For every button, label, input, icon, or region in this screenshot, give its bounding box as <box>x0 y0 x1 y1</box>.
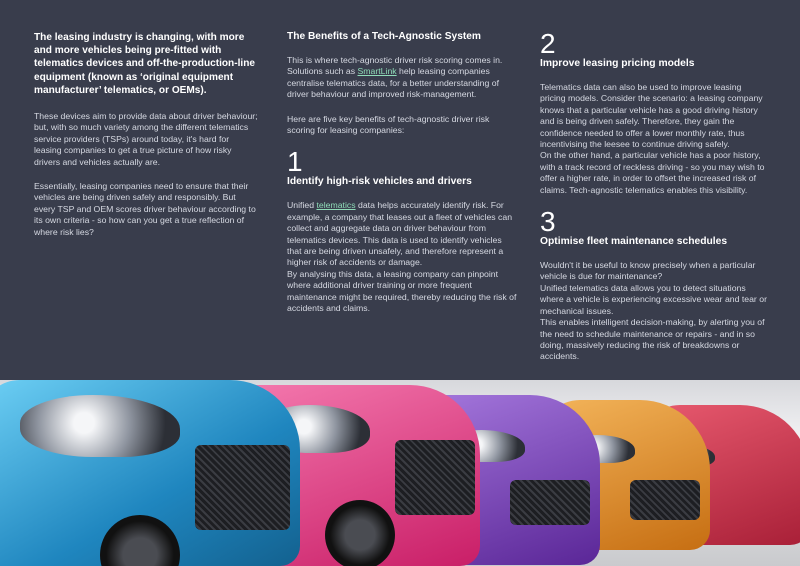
benefits-intro-text-after: help leasing companies centralise telematics data, for a better understanding of driver behaviour and improved risk-management. <box>287 66 499 100</box>
benefits-intro-2: Here are five key benefits of tech-agnostic driver risk scoring for leasing companies: <box>287 113 490 136</box>
smartlink-link[interactable]: SmartLink <box>357 66 397 77</box>
benefit-text-1-start: Unified <box>287 200 317 211</box>
telematics-link[interactable]: telematics <box>316 200 356 211</box>
benefits-intro-text: This is where tech-agnostic driver risk scoring comes in. Solutions such as <box>287 55 503 77</box>
benefit-text-2b: On the other hand, a particular vehicle has a poor history, with a track record of reckless driving - so you may wish to offer a higher rate, in order to offset the increased risk of claims. Tech-agnostic telematics enables this visibility. <box>540 150 765 195</box>
benefit-heading-2: Improve leasing pricing models <box>540 58 695 69</box>
intro-lead: The leasing industry is changing, with more and more vehicles being pre-fitted with telematics devices and off-the-production-line equipment (known as ‘original equipment manufacturer’ telematics, or OEMs). <box>34 32 255 96</box>
intro-paragraph-2: Essentially, leasing companies need to ensure that their vehicles are being driven safely and responsibly. But every TSP and OEM scores driver behaviour according to its own criteria - so how can you get a true reflection of where risk lies? <box>34 181 256 237</box>
section-title: The Benefits of a Tech-Agnostic System <box>287 31 481 42</box>
cars-photo <box>0 380 800 566</box>
middle-column <box>287 31 517 328</box>
car-blue <box>0 380 300 566</box>
benefit-text-3a: Wouldn't it be useful to know precisely when a particular vehicle is due for maintenance? <box>540 260 756 282</box>
benefit-number-2: 2 <box>540 28 556 59</box>
benefit-text-1-rest: data helps accurately identify risk. For example, a company that leases out a fleet of vehicles can collect and aggregate data on driver behaviour from telematics devices. This data is used to identify vehicles that are being driven unsafely, and therefore represent a higher risk of accidents or damage. <box>287 200 513 268</box>
benefit-text-2a: Telematics data can also be used to improve leasing pricing models. Consider the scenario: a leasing company knows that a particular vehicle has a good driving history and is being driven safely. Therefore, they gain the confidence needed to offer a lower monthly rate, thus incentivising the leesee to continue driving safely. <box>540 82 763 150</box>
right-column <box>540 28 768 376</box>
benefit-number-3: 3 <box>540 206 556 238</box>
benefits-intro <box>287 55 517 101</box>
benefit-heading-1: Identify high-risk vehicles and drivers <box>287 176 472 188</box>
benefit-text-3b: Unified telematics data allows you to detect situations where a vehicle is experiencing excessive wear and tear or mechanical issues. <box>540 282 767 316</box>
benefit-number-1: 1 <box>287 146 303 178</box>
left-column <box>34 31 258 251</box>
benefit-text-1b: By analysing this data, a leasing company can pinpoint where additional driver training or more frequent maintenance might be required, thereby reducing the risk of accidents and claims. <box>287 268 517 314</box>
intro-paragraph-1: These devices aim to provide data about driver behaviour; but, with so much variety among the different telematics service providers (TSPs) around today, it's hard for leasing companies to get a true picture of how risky drivers and vehicles actually are. <box>34 111 258 167</box>
benefit-text-3c: This enables intelligent decision-making, by alerting you of the need to schedule maintenance or repairs - and in so doing, massively reducing the risk of breakdowns or accidents. <box>540 317 765 362</box>
benefit-text-1 <box>287 200 517 268</box>
benefit-heading-3: Optimise fleet maintenance schedules <box>540 236 728 248</box>
